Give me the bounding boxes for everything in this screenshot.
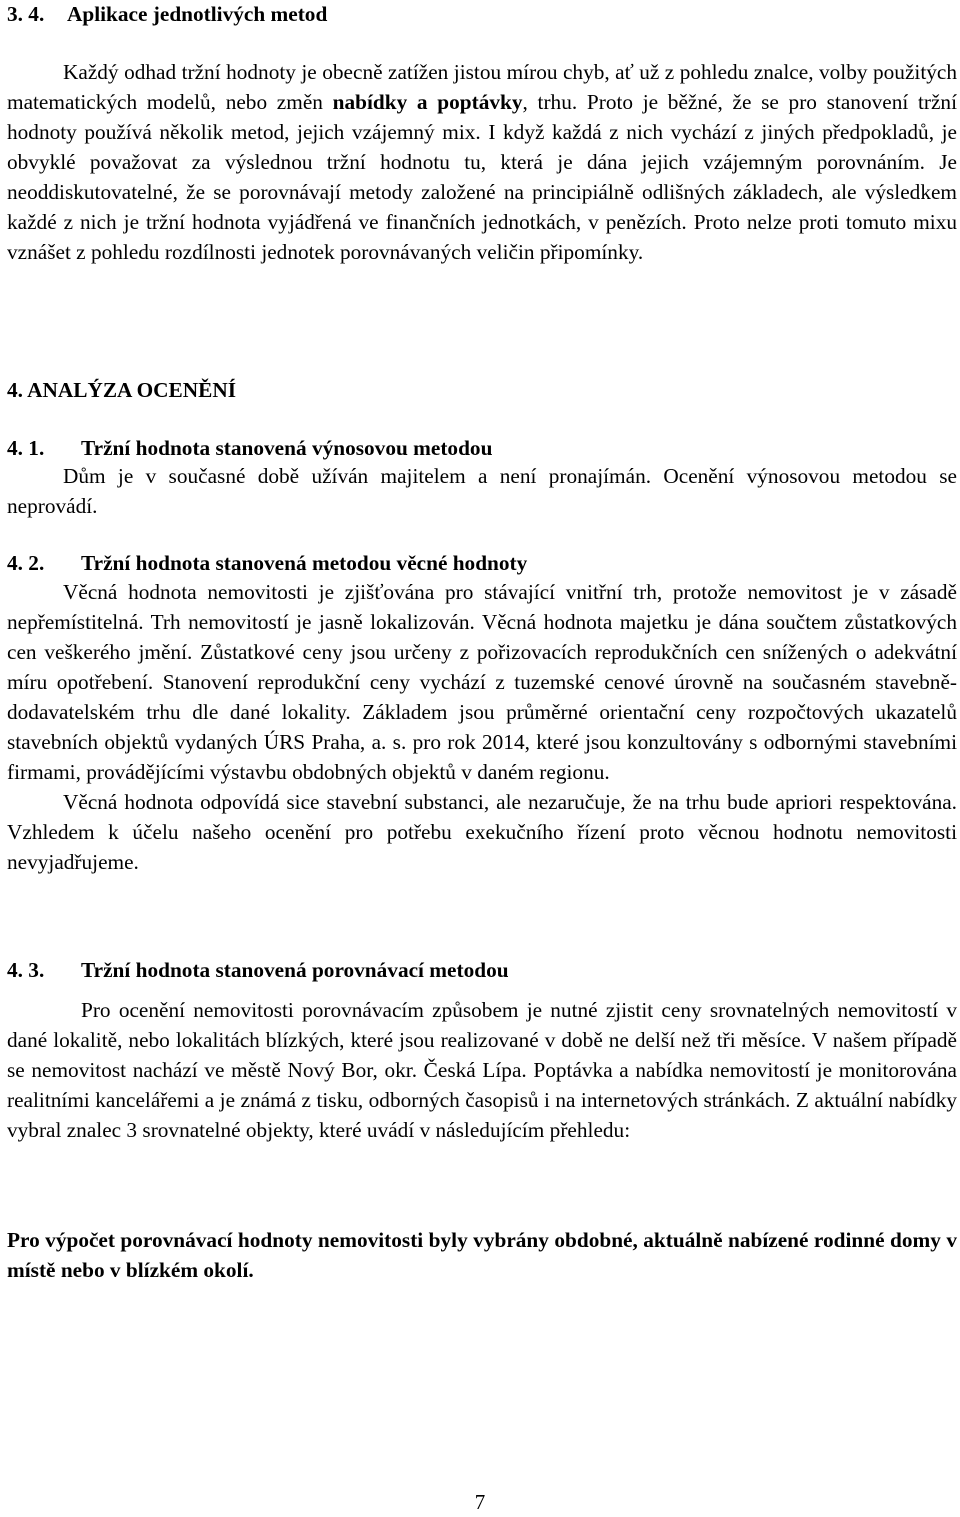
page-number: 7	[474, 1490, 486, 1514]
section-4-3-body	[7, 995, 957, 1145]
paragraph-bold-text: nabídky a poptávky	[332, 90, 523, 114]
section-4-3-heading	[7, 955, 957, 985]
paragraph: Věcná hodnota odpovídá sice stavební substanci, ale nezaručuje, že na trhu bude apriori respektována. Vzhledem k účelu našeho ocenění pro potřebu exekučního řízení proto věcnou hodnotu nemovitosti nevyjadřujeme.	[7, 790, 957, 874]
paragraph: Věcná hodnota nemovitosti je zjišťována pro stávající vnitřní trh, protože nemovitost je v zásadě nepřemístitelná. Trh nemovitostí je jasně lokalizován. Věcná hodnota majetku je dána součtem zůstatkových cen veškerého jmění. Zůstatkové ceny jsou určeny z pořizovacích reprodukčních cen snížených o adekvátní míru opotřebení. Stanovení reprodukční ceny vychází z tuzemské cenové úrovně na současném stavebně-dodavatelském trhu dle dané lokality. Základem jsou průměrné orientační ceny rozpočtových ukazatelů stavebních objektů vydaných ÚRS Praha, a. s. pro rok 2014, které jsou konzultovány s odbornými stavebními firmami, provádějícími výstavbu obdobných objektů v daném regionu.	[7, 580, 957, 784]
section-title: Tržní hodnota stanovená porovnávací metodou	[81, 958, 509, 982]
section-number: 3. 4.	[7, 2, 45, 26]
section-3-4-heading	[7, 0, 327, 28]
section-4-3-note	[7, 1225, 957, 1285]
section-4-2-heading	[7, 548, 957, 578]
paragraph: Pro ocenění nemovitosti porovnávacím způsobem je nutné zjistit ceny srovnatelných nemovitostí v dané lokalitě, nebo lokalitách blízkých, které jsou realizované v době ne delší než tři měsíce. V našem případě se nemovitost nachází ve městě Nový Bor, okr. Česká Lípa. Poptávka a nabídka nemovitostí je monitorována realitními kancelářemi a je známá z tisku, odborných časopisů i na internetových stránkách. Z aktuální nabídky vybral znalec 3 srovnatelné objekty, které uvádí v následujícím přehledu:	[7, 998, 957, 1142]
bold-note: Pro výpočet porovnávací hodnoty nemovitosti byly vybrány obdobné, aktuálně nabízené rodinné domy v místě nebo v blízkém okolí.	[7, 1228, 957, 1282]
section-number: 4. 1.	[7, 436, 45, 460]
paragraph: Dům je v současné době užíván majitelem a není pronajímán. Ocenění výnosovou metodou se neprovádí.	[7, 464, 957, 518]
paragraph-text: , trhu. Proto je běžné, že se pro stanovení tržní hodnoty používá několik metod, jejich vzájemný mix. I když každá z nich vychází z jiných předpokladů, je obvyklé považovat za výslednou tržní hodnotu tu, která je dána jejich vzájemným porovnáním. Je neoddiskutovatelné, že se porovnávají metody založené na principiálně odlišných základech, ale výsledkem každé z nich je tržní hodnota vyjádřená ve finančních jednotkách, v penězích. Proto nelze proti tomuto mixu vznášet z pohledu rozdílnosti jednotek porovnávaných veličin připomínky.	[7, 90, 957, 264]
section-4-heading: 4. ANALÝZA OCENĚNÍ	[7, 378, 236, 402]
section-4-1-body	[7, 461, 957, 521]
section-title: Aplikace jednotlivých metod	[67, 2, 328, 26]
paragraph-text: Každý odhad tržní hodnoty je obecně zatížen jistou mírou chyb, ať už z pohledu znalce, volby použitých matematických modelů, nebo změn	[7, 60, 957, 114]
section-4-1-heading	[7, 433, 957, 463]
section-title: Tržní hodnota stanovená metodou věcné hodnoty	[81, 551, 528, 575]
section-4-2-body	[7, 577, 957, 877]
section-title: Tržní hodnota stanovená výnosovou metodou	[81, 436, 493, 460]
section-number: 4. 2.	[7, 551, 45, 575]
section-number: 4. 3.	[7, 958, 45, 982]
section-3-4-body	[7, 57, 957, 267]
paragraph	[7, 57, 957, 267]
